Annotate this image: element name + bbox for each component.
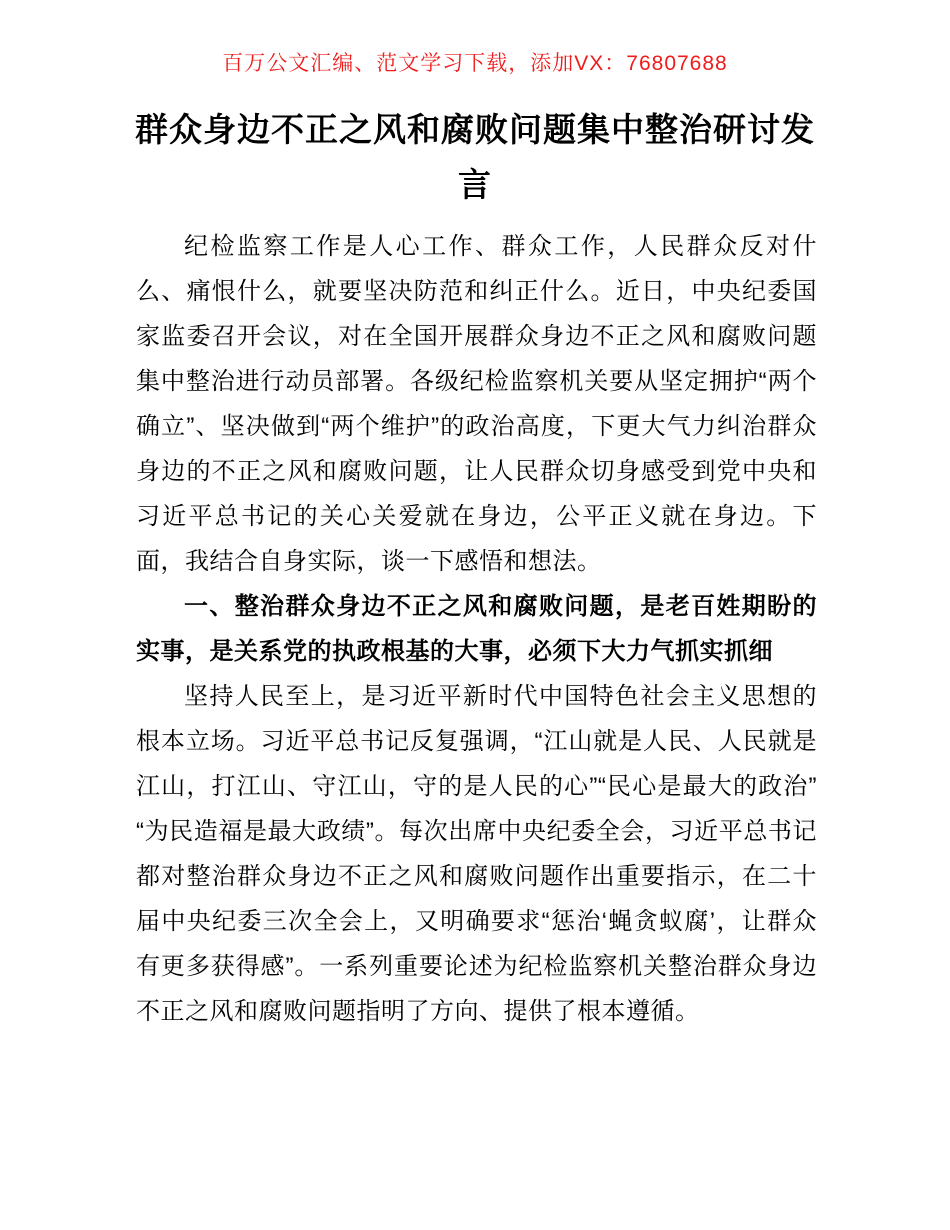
watermark-ad-text: 百万公文汇编、范文学习下载，添加VX：76807688: [222, 52, 728, 75]
document-title: 群众身边不正之风和腐败问题集中整治研讨发言: [135, 111, 815, 203]
paragraph-intro: 纪检监察工作是人心工作、群众工作，人民群众反对什么、痛恨什么，就要坚决防范和纠正什么。近日，中央纪委国家监委召开会议，对在全国开展群众身边不正之风和腐败问题集中整治进行动员部署。各级纪检监察机关要从坚定拥护“两个确立”、坚决做到“两个维护”的政治高度，下更大气力纠治群众身边的不正之风和腐败问题，让人民群众切身感受到党中央和习近平总书记的关心关爱就在身边，公平正义就在身边。下面，我结合自身实际，谈一下感悟和想法。: [136, 233, 817, 575]
paragraph-section-body: 坚持人民至上，是习近平新时代中国特色社会主义思想的根本立场。习近平总书记反复强调，“江山就是人民、人民就是江山，打江山、守江山，守的是人民的心”“民心是最大的政治”“为民造福是最大政绩”。每次出席中央纪委全会，习近平总书记都对整治群众身边不正之风和腐败问题作出重要指示，在二十届中央纪委三次全会上，又明确要求“惩治‘蝇贪蚁腐’，让群众有更多获得感”。一系列重要论述为纪检监察机关整治群众身边不正之风和腐败问题指明了方向、提供了根本遵循。: [136, 683, 817, 1025]
document-body: [136, 224, 817, 1034]
paragraph-section-heading: 一、整治群众身边不正之风和腐败问题，是老百姓期盼的实事，是关系党的执政根基的大事，必须下大力气抓实抓细: [136, 593, 817, 665]
